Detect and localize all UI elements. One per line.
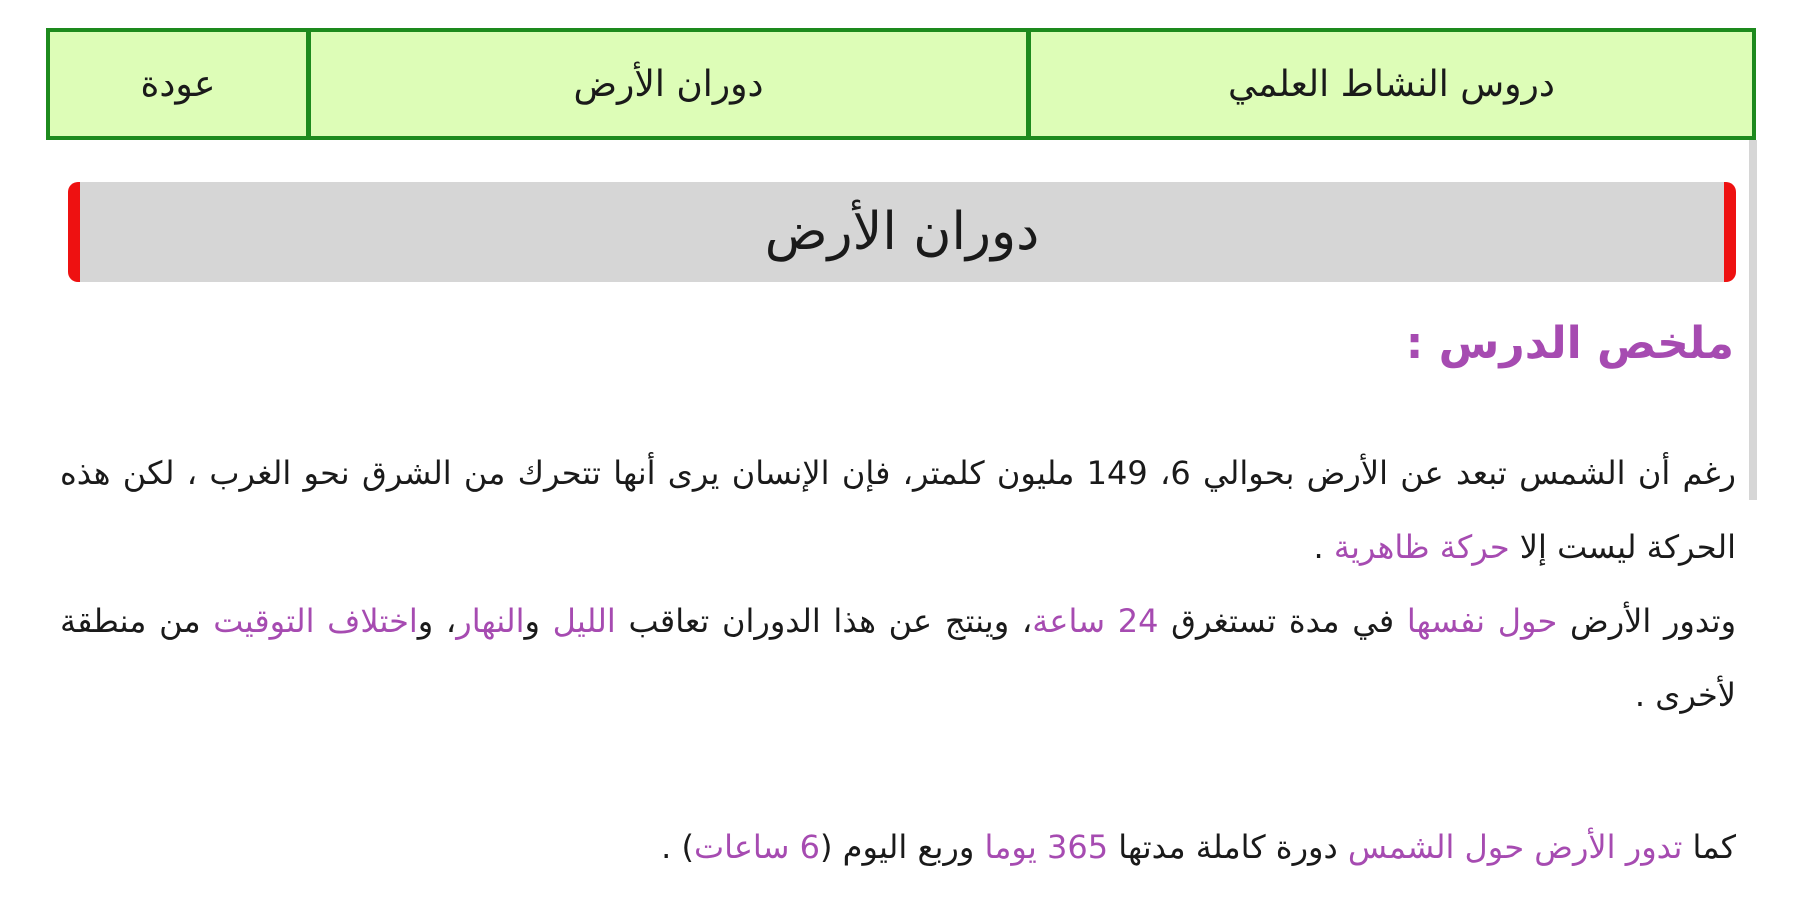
highlight-term: النهار [456, 602, 525, 640]
lesson-title-bar [68, 182, 1736, 282]
highlight-term: الليل [552, 602, 616, 640]
highlight-term: 6 ساعات [693, 828, 820, 866]
top-navigation [46, 28, 1756, 140]
paragraph-text: ، وينتج عن هذا الدوران تعاقب [615, 602, 1033, 640]
paragraph-text: ) . [661, 828, 694, 866]
paragraph-text: كما [1682, 828, 1736, 866]
highlight-term: 365 يوما [984, 828, 1109, 866]
paragraph-text: رغم أن الشمس تبعد عن الأرض بحوالي 6، 149 مليون كلمتر، فإن الإنسان يرى أنها تتحرك من الشرق نحو الغرب ، لكن هذه الحركة ليست إلا [60, 454, 1737, 566]
highlight-term: تدور الأرض حول الشمس [1347, 828, 1683, 866]
highlight-term: حول نفسها [1406, 602, 1558, 640]
paragraph-text: وربع اليوم ( [820, 828, 985, 866]
summary-paragraph-1 [60, 436, 1736, 732]
highlight-term: 24 ساعة [1032, 602, 1159, 640]
paragraph-text: في مدة تستغرق [1158, 602, 1407, 640]
paragraph-text: وتدور الأرض [1557, 602, 1737, 640]
nav-back-link[interactable]: عودة [50, 32, 311, 136]
paragraph-text: دورة كاملة مدتها [1108, 828, 1348, 866]
paragraph-text: ، و [417, 602, 457, 640]
summary-paragraph-3 [60, 810, 1736, 884]
highlight-term: حركة ظاهرية [1333, 528, 1510, 566]
nav-lessons-link[interactable]: دروس النشاط العلمي [1228, 63, 1555, 105]
highlight-term: اختلاف التوقيت [213, 602, 418, 640]
paragraph-text: و [524, 602, 553, 640]
page-title: دوران الأرض [764, 202, 1040, 262]
paragraph-text: . [1313, 528, 1334, 566]
paragraph-text: من منطقة لأخرى . [60, 602, 1736, 714]
nav-topic-link[interactable]: دوران الأرض [311, 32, 1031, 136]
summary-heading: ملخص الدرس : [1405, 318, 1734, 369]
content-right-divider [1749, 140, 1757, 500]
